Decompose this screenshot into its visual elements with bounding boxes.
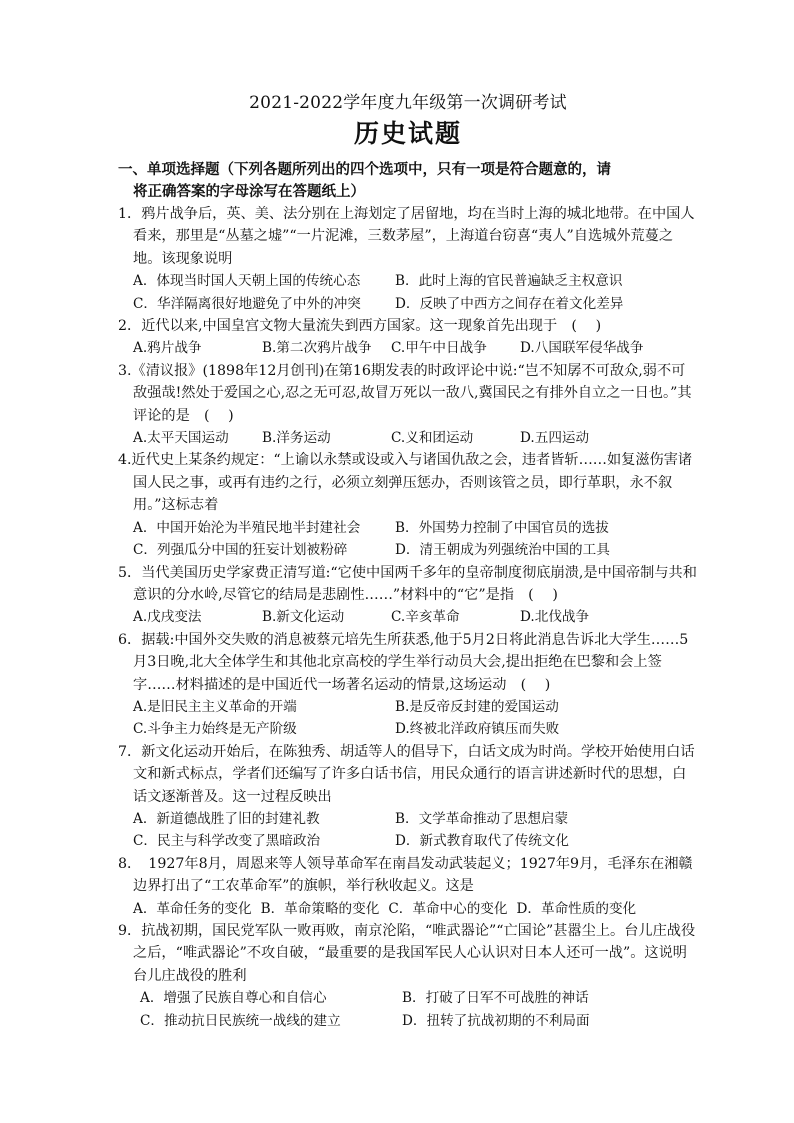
option-d: D.北伐战争 [520, 609, 590, 626]
option-row [118, 830, 698, 852]
option-row [118, 808, 698, 830]
option-row [118, 427, 698, 449]
option-d: D．扭转了抗战初期的不利局面 [402, 1012, 590, 1029]
question-stem: 8． 1927年8月，周恩来等人领导革命军在南昌发动武装起义；1927年9月，毛泽东在湘赣边界打出了“工农革命军”的旗帜，举行秋收起义。这是 [118, 855, 693, 895]
question-stem: 4.近代史上某条约规定：“上谕以永禁或设或入与诸国仇敌之会，违者皆斩……如复滋伤害诸国人民之事，或再有违约之行，必须立刻弹压惩办，否则该管之员，即行革职，永不叙用。”这标志着 [118, 452, 693, 514]
option-a: A．增强了民族自尊心和自信心 [140, 990, 327, 1007]
option-c: C．民主与科学改变了黑暗政治 [133, 833, 321, 850]
question-stem: 6．据载:中国外交失败的消息被蔡元培先生所获悉,他于5月2日将此消息告诉北大学生……5月3日晚,北大全体学生和其他北京高校的学生举行动员大会,提出拒绝在巴黎和会上签字……材料描述的是中国近代一场著名运动的情景,这场运动 ( ) [118, 631, 689, 693]
option-b: B．革命策略的变化 [260, 900, 380, 917]
question-stem: 9．抗战初期，国民党军队一败再败，南京沦陷，“唯武器论”“亡国论”甚嚣尘上。台儿庄战役之后，“唯武器论”不攻自破，“最重要的是我国军民人心认识对日本人还可一战”。这说明台儿庄战役的胜利 [118, 923, 696, 984]
question-1 [118, 203, 698, 315]
option-a: A．革命任务的变化 [133, 900, 252, 917]
option-a: A.太平天国运动 [133, 430, 229, 447]
exam-title: 2021-2022学年度九年级第一次调研考试 [249, 93, 567, 113]
option-d: D.终被北洋政府镇压而失败 [395, 721, 560, 738]
section-heading-line2: 将正确答案的字母涂写在答题纸上） [133, 183, 365, 200]
question-8 [118, 853, 698, 920]
subject-title: 历史试题 [353, 119, 462, 148]
question-stem: 2．近代以来,中国皇宫文物大量流失到西方国家。这一现象首先出现于 ( ) [118, 318, 602, 335]
option-b: B.是反帝反封建的爱国运动 [395, 698, 559, 715]
option-a: A.鸦片战争 [133, 340, 202, 357]
option-d: D．反映了中西方之间存在着文化差异 [395, 295, 624, 312]
question-2 [118, 315, 698, 360]
question-5 [118, 562, 698, 629]
section-heading-line1: 一、单项选择题（下列各题所列出的四个选项中，只有一项是符合题意的，请 [118, 161, 611, 178]
question-stem: 5．当代美国历史学家费正清写道:“它使中国两千多年的皇帝制度彻底崩溃,是中国帝制与共和意识的分水岭,尽管它的结局是悲剧性……”材料中的“它”是指 ( ) [118, 564, 697, 603]
option-a: A．中国开始沦为半殖民地半封建社会 [133, 519, 361, 536]
option-d: D.五四运动 [520, 430, 590, 447]
question-stem: 1．鸦片战争后，英、美、法分别在上海划定了居留地，均在当时上海的城北地带。在中国人看来，那里是“丛墓之墟”“一片泥滩，三数茅屋”，上海道台窃喜“夷人”自选城外荒蔓之地。该现象说明 [118, 206, 695, 267]
option-b: B.第二次鸦片战争 [262, 340, 372, 357]
option-b: B.洋务运动 [262, 430, 331, 447]
question-3 [118, 360, 698, 450]
option-d: D．革命性质的变化 [516, 900, 637, 917]
option-row [118, 987, 698, 1009]
option-c: C.义和团运动 [391, 430, 474, 447]
question-stem: 7．新文化运动开始后，在陈独秀、胡适等人的倡导下，白话文成为时尚。学校开始使用白话文和新式标点，学者们还编写了许多白话书信，用民众通行的语言讲述新时代的思想，白话文逐渐普及。这一过程反映出 [118, 743, 695, 805]
option-d: D.八国联军侵华战争 [520, 340, 644, 357]
option-d: D．新式教育取代了传统文化 [395, 833, 570, 850]
option-b: B．打破了日军不可战胜的神话 [402, 990, 589, 1007]
option-c: C．华洋隔离很好地避免了中外的冲突 [133, 295, 361, 312]
option-row [118, 696, 698, 718]
option-c: C.辛亥革命 [391, 609, 460, 626]
question-stem: 3.《清议报》(1898年12月创刊)在第16期发表的时政评论中说:“岂不知孱不可敌众,弱不可敌强哉!然处于爱国之心,忍之无可忍,故冒万死以一敌八,冀国民之有排外自立之一日也。”其评论的是 ( ) [118, 362, 692, 424]
option-row [118, 270, 698, 292]
option-row [118, 293, 698, 315]
option-row [118, 337, 698, 359]
option-row [118, 1010, 698, 1032]
question-4 [118, 449, 698, 561]
option-c: C．列强瓜分中国的狂妄计划被粉碎 [133, 542, 348, 559]
option-c: C．推动抗日民族统一战线的建立 [140, 1012, 341, 1029]
option-c: C.斗争主力始终是无产阶级 [133, 721, 297, 738]
option-row [118, 517, 698, 539]
question-7 [118, 741, 698, 853]
option-row [118, 606, 698, 628]
option-a: A.是旧民主主义革命的开端 [133, 698, 297, 715]
option-row [118, 898, 698, 920]
section-heading [118, 159, 698, 203]
option-b: B．文学革命推动了思想启蒙 [395, 810, 569, 827]
question-9 [118, 920, 698, 1032]
option-c: C．革命中心的变化 [388, 900, 508, 917]
option-a: A.戊戌变法 [133, 609, 202, 626]
question-6 [118, 629, 698, 741]
option-b: B．此时上海的官民普遍缺乏主权意识 [395, 273, 623, 290]
option-b: B.新文化运动 [262, 609, 345, 626]
option-c: C.甲午中日战争 [391, 340, 487, 357]
option-a: A．体现当时国人天朝上国的传统心态 [133, 273, 361, 290]
option-b: B．外国势力控制了中国官员的选拔 [395, 519, 609, 536]
option-row [118, 539, 698, 561]
option-row [118, 718, 698, 740]
option-d: D．清王朝成为列强统治中国的工具 [395, 542, 610, 559]
option-a: A．新道德战胜了旧的封建礼教 [133, 810, 320, 827]
